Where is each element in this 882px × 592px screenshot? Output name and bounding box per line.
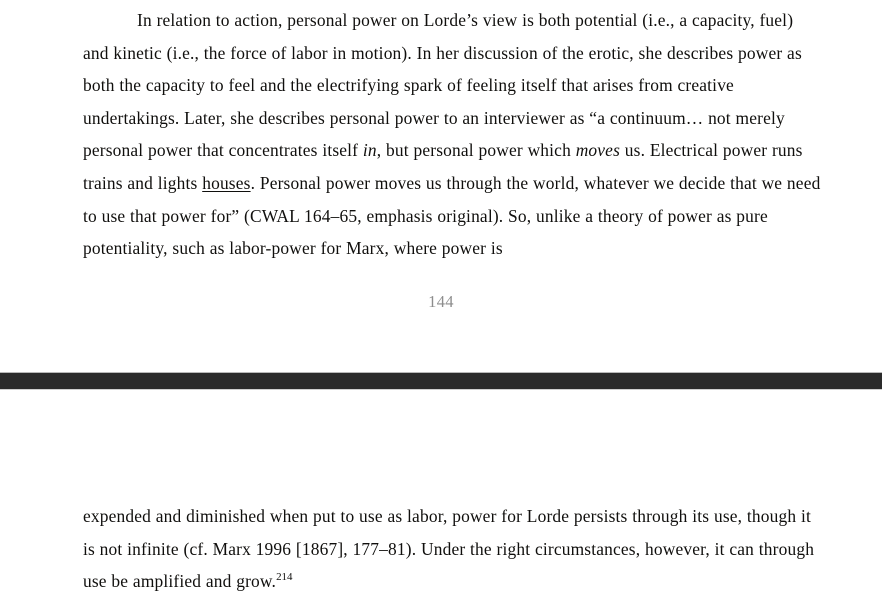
text-run-5: expended and diminished when put to use as labor, power for Lorde persists through its use, though it is not infinite (cf. Marx 1996 [1867], 177–81). Under the right circumstances, however, it can through use be amplified and grow.	[83, 506, 815, 592]
underlined-word-houses[interactable]: houses	[202, 172, 251, 193]
text-run-1: In relation to action, personal power on Lorde’s view is both potential (i.e., a capacity, fuel) and kinetic (i.e., the force of labor in motion). In her discussion of the erotic, she describes power as both the capacity to feel and the electrifying spark of feeling itself that arises from creative undertakings. Later, she describes personal power to an interviewer as “a continuum… not merely personal power that concentrates itself	[83, 10, 802, 161]
paragraph-power-persists	[83, 500, 823, 592]
paragraph-personal-power	[83, 4, 823, 265]
page-number-folio: 144	[428, 292, 454, 311]
document-page-lower[interactable]	[0, 390, 882, 592]
text-run-2: , but personal power which	[376, 140, 576, 161]
text-run-3: us. Electrical power runs trains and lights	[83, 140, 803, 193]
body-text-lower	[83, 500, 823, 592]
text-run-4: . Personal power moves us through the world, whatever we decide that we need to use that power for” (CWAL 164–65, emphasis original). So, unlike a theory of power as pure potentiality, such as labor-power for Marx, where power is	[83, 172, 821, 259]
footnote-marker-214[interactable]: 214	[276, 571, 293, 584]
italic-emphasis-moves: moves	[575, 140, 621, 161]
italic-emphasis-in: in	[362, 140, 377, 161]
page-separator-band	[0, 372, 882, 390]
body-text-upper	[83, 4, 823, 265]
